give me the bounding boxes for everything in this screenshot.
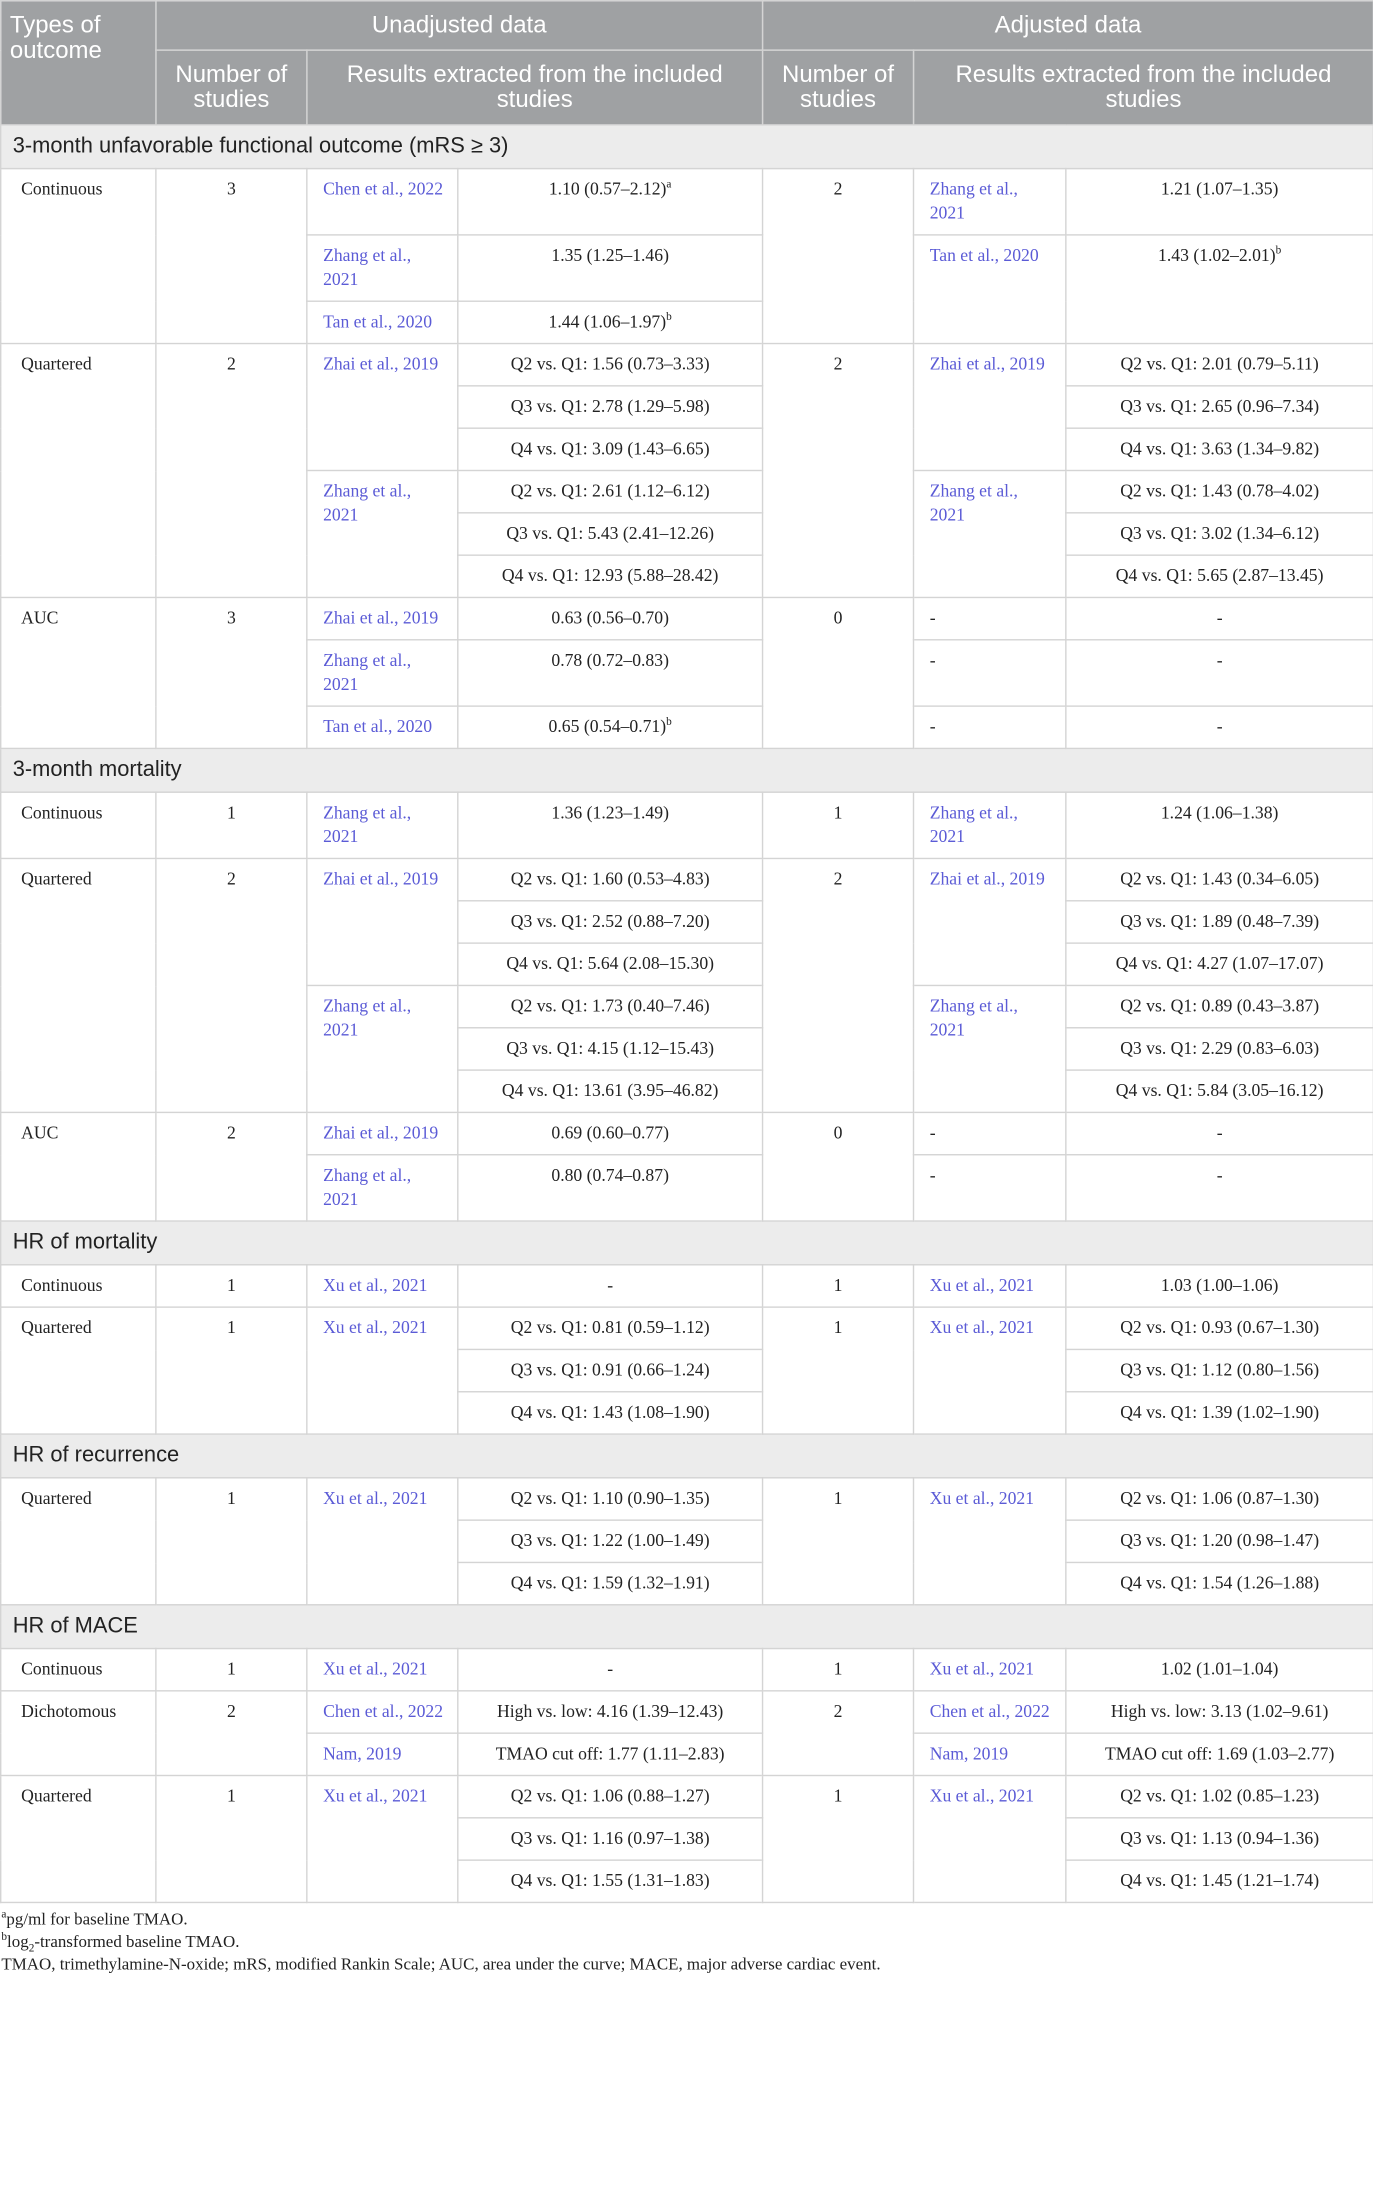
number-of-studies-unadjusted: 1: [156, 1478, 307, 1605]
result-cell: [1066, 943, 1373, 985]
study-link[interactable]: Chen et al., 2022: [307, 1691, 458, 1733]
study-link[interactable]: Zhang et al., 2021: [307, 640, 458, 706]
result-value: Q3 vs. Q1: 1.12 (0.80–1.56): [1120, 1360, 1320, 1380]
outcome-type: Continuous: [1, 1265, 156, 1307]
result-value: Q3 vs. Q1: 2.65 (0.96–7.34): [1120, 396, 1320, 417]
result-cell: [458, 1649, 763, 1691]
result-cell: [458, 597, 763, 639]
result-cell: [1066, 1860, 1373, 1902]
result-value: 1.02 (1.01–1.04): [1160, 1659, 1279, 1679]
study-link[interactable]: Zhai et al., 2019: [913, 344, 1065, 471]
header-unadjusted: Unadjusted data: [156, 1, 763, 50]
result-cell: [458, 1112, 763, 1154]
result-cell: [1066, 1392, 1373, 1434]
section-title: 3-month mortality: [1, 748, 1373, 792]
result-cell: [1066, 985, 1373, 1027]
header-adjusted: Adjusted data: [763, 1, 1373, 50]
result-cell: [458, 1562, 763, 1604]
result-value: Q2 vs. Q1: 1.06 (0.88–1.27): [510, 1786, 710, 1806]
result-value: Q2 vs. Q1: 0.93 (0.67–1.30): [1120, 1317, 1320, 1338]
result-cell: [1066, 235, 1373, 344]
outcome-type: Continuous: [1, 792, 156, 858]
result-value: Q4 vs. Q1: 5.64 (2.08–15.30): [506, 953, 715, 974]
table-row: [1, 1478, 1373, 1520]
number-of-studies-adjusted: 1: [763, 1307, 914, 1434]
result-value: TMAO cut off: 1.77 (1.11–2.83): [495, 1743, 725, 1764]
section-row: [1, 1221, 1373, 1265]
table-row: [1, 1691, 1373, 1733]
result-cell: [458, 235, 763, 301]
result-cell: [1066, 1775, 1373, 1817]
result-value: Q3 vs. Q1: 2.52 (0.88–7.20): [510, 911, 710, 932]
study-link[interactable]: Zhai et al., 2019: [307, 597, 458, 639]
number-of-studies-unadjusted: 1: [156, 792, 307, 858]
outcome-type: Quartered: [1, 344, 156, 598]
result-cell: [458, 169, 763, 235]
footnote-mark: b: [666, 715, 672, 728]
footnotes: [0, 1903, 1373, 1975]
result-value: Q4 vs. Q1: 3.09 (1.43–6.65): [510, 438, 710, 459]
result-cell: [1066, 1028, 1373, 1070]
number-of-studies-adjusted: 1: [763, 1478, 914, 1605]
number-of-studies-unadjusted: 2: [156, 344, 307, 598]
result-value: 1.44 (1.06–1.97): [548, 311, 667, 332]
study-link[interactable]: Zhai et al., 2019: [307, 344, 458, 471]
study-link[interactable]: Zhai et al., 2019: [307, 1112, 458, 1154]
study-link[interactable]: Zhang et al., 2021: [307, 792, 458, 858]
result-value: Q4 vs. Q1: 5.84 (3.05–16.12): [1115, 1080, 1324, 1101]
result-value: Q2 vs. Q1: 2.61 (1.12–6.12): [510, 481, 710, 501]
number-of-studies-adjusted: 1: [763, 792, 914, 858]
result-value: Q4 vs. Q1: 3.63 (1.34–9.82): [1120, 438, 1320, 459]
result-cell: [1066, 1155, 1373, 1221]
result-value: Q4 vs. Q1: 1.59 (1.32–1.91): [510, 1573, 710, 1593]
study-link[interactable]: Nam, 2019: [913, 1733, 1065, 1775]
result-cell: [458, 858, 763, 900]
result-cell: [1066, 513, 1373, 555]
result-value: Q3 vs. Q1: 0.91 (0.66–1.24): [510, 1360, 710, 1380]
result-cell: [1066, 1562, 1373, 1604]
result-value: -: [1216, 1122, 1223, 1143]
result-cell: [1066, 706, 1373, 748]
study-link[interactable]: Zhang et al., 2021: [913, 792, 1065, 858]
table-row: [1, 858, 1373, 900]
result-value: Q3 vs. Q1: 2.29 (0.83–6.03): [1120, 1038, 1320, 1059]
footnote-abbreviations: TMAO, trimethylamine-N-oxide; mRS, modified Rankin Scale; AUC, area under the curve; MACE, major adverse cardiac event.: [1, 1953, 881, 1974]
section-row: [1, 748, 1373, 792]
number-of-studies-unadjusted: 1: [156, 1775, 307, 1902]
table-row: [1, 344, 1373, 386]
result-value: -: [607, 1275, 614, 1296]
result-cell: [458, 1818, 763, 1860]
result-value: Q4 vs. Q1: 1.54 (1.26–1.88): [1120, 1573, 1320, 1593]
result-value: 0.65 (0.54–0.71): [548, 716, 667, 737]
section-row: [1, 125, 1373, 169]
table-row: [1, 1112, 1373, 1154]
result-value: Q2 vs. Q1: 2.01 (0.79–5.11): [1120, 354, 1319, 374]
result-value: 0.80 (0.74–0.87): [551, 1165, 669, 1186]
number-of-studies-unadjusted: 3: [156, 169, 307, 344]
result-cell: [458, 1349, 763, 1391]
footnote-a: $^a$pg/ml for baseline TMAO.: [1, 1907, 188, 1929]
number-of-studies-unadjusted: 2: [156, 1691, 307, 1776]
study-link[interactable]: Xu et al., 2021: [913, 1649, 1065, 1691]
result-value: Q2 vs. Q1: 0.89 (0.43–3.87): [1120, 996, 1320, 1016]
result-cell: [1066, 597, 1373, 639]
result-value: Q2 vs. Q1: 1.06 (0.87–1.30): [1120, 1488, 1320, 1509]
result-value: 1.21 (1.07–1.35): [1160, 179, 1279, 199]
number-of-studies-adjusted: 2: [763, 1691, 914, 1776]
result-cell: [458, 1733, 763, 1775]
study-link[interactable]: Xu et al., 2021: [307, 1307, 458, 1434]
study-link[interactable]: Zhang et al., 2021: [913, 169, 1065, 235]
study-link[interactable]: Xu et al., 2021: [307, 1265, 458, 1307]
result-cell: [1066, 169, 1373, 235]
result-cell: [1066, 344, 1373, 386]
study-link[interactable]: Xu et al., 2021: [307, 1649, 458, 1691]
result-cell: [458, 344, 763, 386]
result-cell: [458, 1860, 763, 1902]
result-cell: [458, 513, 763, 555]
study-link[interactable]: Zhang et al., 2021: [913, 985, 1065, 1112]
section-title: 3-month unfavorable functional outcome (mRS ≥ 3): [1, 125, 1373, 169]
result-cell: [1066, 640, 1373, 706]
result-value: 0.78 (0.72–0.83): [551, 650, 669, 671]
result-cell: [458, 1307, 763, 1349]
result-value: Q2 vs. Q1: 1.73 (0.40–7.46): [510, 996, 710, 1016]
number-of-studies-adjusted: 2: [763, 858, 914, 1112]
header-adjusted-number: Number of studies: [763, 50, 914, 125]
result-cell: [1066, 1112, 1373, 1154]
result-cell: [1066, 1520, 1373, 1562]
study-link[interactable]: Xu et al., 2021: [913, 1775, 1065, 1902]
table-body: [1, 125, 1373, 1903]
outcome-type: Quartered: [1, 858, 156, 1112]
study-link[interactable]: Xu et al., 2021: [307, 1775, 458, 1902]
result-value: Q4 vs. Q1: 1.39 (1.02–1.90): [1120, 1402, 1320, 1423]
result-cell: [1066, 1070, 1373, 1112]
result-cell: [458, 640, 763, 706]
number-of-studies-unadjusted: 1: [156, 1265, 307, 1307]
result-cell: [458, 1028, 763, 1070]
study-link[interactable]: Zhai et al., 2019: [913, 858, 1065, 985]
result-value: High vs. low: 4.16 (1.39–12.43): [496, 1701, 724, 1722]
result-value: -: [1216, 608, 1223, 628]
header-unadjusted-results: Results extracted from the included studies: [307, 50, 763, 125]
result-value: 1.35 (1.25–1.46): [551, 245, 669, 266]
study-link[interactable]: Zhang et al., 2021: [307, 1155, 458, 1221]
result-value: Q4 vs. Q1: 1.43 (1.08–1.90): [510, 1402, 710, 1423]
header-adjusted-results: Results extracted from the included studies: [913, 50, 1373, 125]
result-value: Q4 vs. Q1: 1.45 (1.21–1.74): [1120, 1870, 1320, 1891]
result-cell: [458, 1265, 763, 1307]
result-value: Q3 vs. Q1: 1.13 (0.94–1.36): [1120, 1828, 1320, 1849]
table-row: [1, 597, 1373, 639]
result-value: Q4 vs. Q1: 4.27 (1.07–17.07): [1115, 953, 1324, 974]
result-cell: [1066, 1478, 1373, 1520]
study-link[interactable]: Tan et al., 2020: [307, 706, 458, 748]
table-row: [1, 1649, 1373, 1691]
footnote-mark: b: [666, 310, 672, 323]
table-row: [1, 1265, 1373, 1307]
result-value: Q3 vs. Q1: 1.22 (1.00–1.49): [510, 1530, 710, 1551]
result-cell: [458, 1478, 763, 1520]
result-value: -: [1216, 650, 1223, 671]
result-cell: [458, 943, 763, 985]
footnote-mark: b: [1275, 243, 1282, 257]
header-unadjusted-number: Number of studies: [156, 50, 307, 125]
study-name-empty: -: [913, 1155, 1065, 1221]
section-row: [1, 1434, 1373, 1478]
study-link[interactable]: Chen et al., 2022: [307, 169, 458, 235]
result-cell: [458, 301, 763, 343]
result-value: Q2 vs. Q1: 1.02 (0.85–1.23): [1120, 1786, 1320, 1806]
result-value: 1.10 (0.57–2.12): [548, 179, 667, 199]
study-link[interactable]: Xu et al., 2021: [913, 1478, 1065, 1605]
result-value: 0.63 (0.56–0.70): [551, 608, 669, 628]
result-cell: [1066, 858, 1373, 900]
number-of-studies-unadjusted: 3: [156, 597, 307, 748]
result-value: 1.43 (1.02–2.01): [1158, 245, 1276, 266]
result-value: Q3 vs. Q1: 1.16 (0.97–1.38): [510, 1828, 710, 1849]
result-value: -: [1216, 716, 1223, 737]
result-cell: [1066, 428, 1373, 470]
result-value: 1.36 (1.23–1.49): [551, 802, 669, 823]
header-types-of-outcome: Types of outcome: [1, 1, 156, 125]
table-row: [1, 1775, 1373, 1817]
study-link[interactable]: Nam, 2019: [307, 1733, 458, 1775]
result-value: Q3 vs. Q1: 3.02 (1.34–6.12): [1120, 523, 1320, 544]
result-cell: [1066, 471, 1373, 513]
study-name-empty: -: [913, 640, 1065, 706]
result-value: High vs. low: 3.13 (1.02–9.61): [1110, 1701, 1329, 1722]
section-row: [1, 1605, 1373, 1649]
outcome-type: AUC: [1, 597, 156, 748]
result-cell: [1066, 1307, 1373, 1349]
study-name-empty: -: [913, 597, 1065, 639]
number-of-studies-adjusted: 1: [763, 1775, 914, 1902]
number-of-studies-adjusted: 0: [763, 1112, 914, 1221]
study-link[interactable]: Zhang et al., 2021: [307, 471, 458, 598]
result-value: Q2 vs. Q1: 1.60 (0.53–4.83): [510, 869, 710, 889]
result-value: Q2 vs. Q1: 1.43 (0.34–6.05): [1120, 869, 1320, 889]
number-of-studies-unadjusted: 1: [156, 1649, 307, 1691]
result-value: 1.24 (1.06–1.38): [1160, 802, 1279, 823]
result-cell: [1066, 555, 1373, 597]
result-cell: [1066, 1349, 1373, 1391]
result-cell: [1066, 901, 1373, 943]
result-value: Q2 vs. Q1: 1.56 (0.73–3.33): [510, 354, 710, 374]
number-of-studies-adjusted: 1: [763, 1649, 914, 1691]
number-of-studies-unadjusted: 2: [156, 1112, 307, 1221]
section-title: HR of mortality: [1, 1221, 1373, 1265]
table-row: [1, 169, 1373, 235]
result-cell: [458, 1070, 763, 1112]
section-title: HR of recurrence: [1, 1434, 1373, 1478]
number-of-studies-adjusted: 1: [763, 1265, 914, 1307]
result-value: TMAO cut off: 1.69 (1.03–2.77): [1104, 1743, 1335, 1764]
number-of-studies-unadjusted: 2: [156, 858, 307, 1112]
outcome-type: Quartered: [1, 1307, 156, 1434]
result-value: Q3 vs. Q1: 1.89 (0.48–7.39): [1120, 911, 1320, 932]
result-cell: [458, 1392, 763, 1434]
result-value: Q3 vs. Q1: 2.78 (1.29–5.98): [510, 396, 710, 417]
study-link[interactable]: Tan et al., 2020: [913, 235, 1065, 344]
study-link[interactable]: Xu et al., 2021: [307, 1478, 458, 1605]
result-cell: [1066, 1818, 1373, 1860]
result-value: Q4 vs. Q1: 1.55 (1.31–1.83): [510, 1870, 710, 1891]
number-of-studies-adjusted: 2: [763, 344, 914, 598]
result-cell: [458, 1691, 763, 1733]
number-of-studies-adjusted: 2: [763, 169, 914, 344]
result-value: Q2 vs. Q1: 1.10 (0.90–1.35): [510, 1488, 710, 1509]
result-cell: [458, 555, 763, 597]
result-cell: [458, 792, 763, 858]
result-value: Q4 vs. Q1: 5.65 (2.87–13.45): [1115, 565, 1324, 586]
outcome-type: Continuous: [1, 169, 156, 344]
study-link[interactable]: Zhang et al., 2021: [307, 235, 458, 301]
result-cell: [458, 901, 763, 943]
result-value: Q2 vs. Q1: 0.81 (0.59–1.12): [510, 1317, 710, 1338]
study-name-empty: -: [913, 706, 1065, 748]
outcome-type: Quartered: [1, 1478, 156, 1605]
result-cell: [458, 985, 763, 1027]
result-value: Q3 vs. Q1: 1.20 (0.98–1.47): [1120, 1530, 1320, 1551]
footnote-b: $^b\log_2$-transformed baseline TMAO.: [1, 1929, 240, 1955]
result-cell: [458, 428, 763, 470]
footnote-mark: a: [666, 177, 672, 191]
result-cell: [1066, 1265, 1373, 1307]
result-cell: [458, 1155, 763, 1221]
result-value: -: [607, 1659, 614, 1679]
outcome-type: AUC: [1, 1112, 156, 1221]
number-of-studies-unadjusted: 1: [156, 1307, 307, 1434]
outcome-type: Quartered: [1, 1775, 156, 1902]
table-row: [1, 1307, 1373, 1349]
study-link[interactable]: Xu et al., 2021: [913, 1307, 1065, 1434]
outcome-type: Continuous: [1, 1649, 156, 1691]
result-cell: [1066, 1649, 1373, 1691]
result-value: Q3 vs. Q1: 4.15 (1.12–15.43): [506, 1038, 715, 1059]
result-cell: [1066, 386, 1373, 428]
study-link[interactable]: Tan et al., 2020: [307, 301, 458, 343]
section-title: HR of MACE: [1, 1605, 1373, 1649]
study-name-empty: -: [913, 1112, 1065, 1154]
outcome-type: Dichotomous: [1, 1691, 156, 1776]
result-cell: [458, 1520, 763, 1562]
result-cell: [1066, 1733, 1373, 1775]
result-value: Q2 vs. Q1: 1.43 (0.78–4.02): [1120, 481, 1320, 501]
table-row: [1, 792, 1373, 858]
study-link[interactable]: Zhang et al., 2021: [913, 471, 1065, 598]
result-value: Q4 vs. Q1: 12.93 (5.88–28.42): [501, 565, 719, 586]
study-link[interactable]: Zhai et al., 2019: [307, 858, 458, 985]
result-cell: [1066, 792, 1373, 858]
result-cell: [458, 706, 763, 748]
result-cell: [458, 1775, 763, 1817]
result-value: 0.69 (0.60–0.77): [551, 1122, 669, 1143]
result-value: Q4 vs. Q1: 13.61 (3.95–46.82): [501, 1080, 719, 1101]
result-value: -: [1216, 1165, 1223, 1186]
result-value: Q3 vs. Q1: 5.43 (2.41–12.26): [506, 523, 715, 544]
study-link[interactable]: Zhang et al., 2021: [307, 985, 458, 1112]
result-value: 1.03 (1.00–1.06): [1160, 1275, 1279, 1296]
result-cell: [1066, 1691, 1373, 1733]
study-link[interactable]: Xu et al., 2021: [913, 1265, 1065, 1307]
study-link[interactable]: Chen et al., 2022: [913, 1691, 1065, 1733]
result-cell: [458, 386, 763, 428]
result-cell: [458, 471, 763, 513]
number-of-studies-adjusted: 0: [763, 597, 914, 748]
